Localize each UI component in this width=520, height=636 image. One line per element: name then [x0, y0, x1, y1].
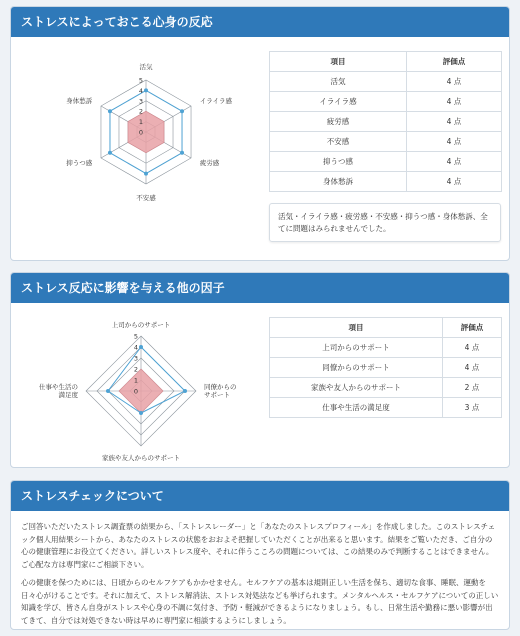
- radar-data-point: [180, 151, 184, 155]
- table-row: [270, 378, 502, 398]
- table-cell-item: 活気: [270, 72, 407, 92]
- other-factors-table: [269, 317, 502, 418]
- radar-data-point: [139, 345, 143, 349]
- about-paragraph-1: ご回答いただいたストレス調査票の結果から、「ストレスレーダー」と「あなたのストレスプロフィール」を作成しました。このストレスチェック個人用結果シートから、あなたのストレスの状態をおおよそ把握していただくことが出来ると思います。結果をご覧いただき、ご自分の心の健康管理にお役立てください。詳しいストレス度や、それに伴うこころの問題については、この結果のみで判断することはできません。ご心配な方は専門家にご相談下さい。: [21, 522, 496, 569]
- table-row: [270, 398, 502, 418]
- table-row: [270, 172, 502, 192]
- table-cell-item: 不安感: [270, 132, 407, 152]
- radar-series-area: [119, 369, 163, 413]
- radar-tick-label: 3: [138, 97, 143, 106]
- radar-tick-label: 1: [133, 376, 138, 385]
- table-row: [270, 132, 502, 152]
- radar-data-point: [106, 389, 110, 393]
- radar-category-label: 上司からのサポート: [111, 321, 171, 329]
- table-cell-item: イライラ感: [270, 92, 407, 112]
- radar-category-label: 同僚からのサポート: [204, 383, 237, 399]
- radar-category-label: イライラ感: [199, 97, 233, 105]
- radar-category-label: 仕事や生活の満足度: [39, 383, 78, 399]
- radar-category-label: 身体愁訴: [66, 97, 93, 105]
- radar-tick-label: 1: [138, 118, 143, 127]
- radar-data-point: [139, 411, 143, 415]
- table-cell-score: 3 点: [443, 398, 502, 418]
- table-cell-score: 4 点: [407, 152, 502, 172]
- table-cell-item: 仕事や生活の満足度: [270, 398, 443, 418]
- other-factors-title: ストレス反応に影響を与える他の因子: [11, 273, 509, 303]
- stress-reaction-table: [269, 51, 502, 192]
- other-factors-radar-chart: [31, 315, 261, 467]
- table-cell-item: 同僚からのサポート: [270, 358, 443, 378]
- radar-category-label: 活気: [139, 63, 153, 71]
- radar-tick-label: 0: [133, 387, 138, 396]
- table-cell-score: 2 点: [443, 378, 502, 398]
- radar-tick-label: 0: [138, 128, 143, 137]
- radar-tick-label: 5: [133, 332, 138, 341]
- table-cell-item: 疲労感: [270, 112, 407, 132]
- table-row: [270, 358, 502, 378]
- about-stress-check-title: ストレスチェックについて: [11, 481, 509, 511]
- radar-category-label: 抑うつ感: [66, 159, 93, 167]
- table-row: [270, 152, 502, 172]
- radar-tick-label: 2: [138, 107, 143, 116]
- radar-data-point: [144, 172, 148, 176]
- table-cell-item: 家族や友人からのサポート: [270, 378, 443, 398]
- table-header-score: 評価点: [407, 52, 502, 72]
- about-paragraph-2: 心の健康を保つためには、日頃からのセルフケアもかかせません。セルフケアの基本は規則正しい生活を保ち、適切な食事、睡眠、運動を日々心がけることです。それに加えて、ストレス解消法、ストレス対処法なども挙げられます。メンタルヘルス・セルフケアについての正しい知識を学び、皆さん自身がストレスや心身の不調に気付き、予防・軽減ができるようになりましょう。もし、日常生活や勤務に悪い影響が出てきて、自分では対処できない時は早めに専門家に相談するようにしましょう。: [21, 578, 499, 625]
- radar-data-point: [108, 151, 112, 155]
- table-cell-score: 4 点: [407, 132, 502, 152]
- table-cell-item: 身体愁訴: [270, 172, 407, 192]
- radar-category-label: 疲労感: [199, 159, 220, 167]
- table-cell-item: 上司からのサポート: [270, 338, 443, 358]
- table-cell-score: 4 点: [443, 358, 502, 378]
- radar-category-label: 不安感: [136, 194, 156, 202]
- radar-data-point: [180, 109, 184, 113]
- radar-tick-label: 4: [133, 343, 138, 352]
- about-stress-check-panel: [10, 480, 510, 630]
- radar-tick-label: 4: [138, 86, 143, 95]
- stress-reaction-radar-chart: [41, 45, 251, 210]
- about-stress-check-body: [21, 521, 499, 630]
- radar-series-area: [128, 111, 164, 153]
- radar-data-point: [144, 88, 148, 92]
- radar-category-label: 家族や友人からのサポート: [102, 454, 180, 462]
- radar-data-point: [183, 389, 187, 393]
- radar-tick-label: 2: [133, 365, 138, 374]
- radar-data-point: [108, 109, 112, 113]
- table-cell-score: 4 点: [407, 72, 502, 92]
- table-row: [270, 338, 502, 358]
- stress-reaction-title: ストレスによっておこる心身の反応: [11, 7, 509, 37]
- table-header-score: 評価点: [443, 318, 502, 338]
- other-factors-panel: [10, 272, 510, 468]
- table-header-item: 項目: [270, 52, 407, 72]
- table-cell-item: 抑うつ感: [270, 152, 407, 172]
- table-row: [270, 72, 502, 92]
- stress-reaction-panel: [10, 6, 510, 261]
- table-header-item: 項目: [270, 318, 443, 338]
- radar-tick-label: 5: [138, 76, 143, 85]
- table-row: [270, 112, 502, 132]
- table-cell-score: 4 点: [443, 338, 502, 358]
- table-cell-score: 4 点: [407, 172, 502, 192]
- table-cell-score: 4 点: [407, 92, 502, 112]
- radar-tick-label: 3: [133, 354, 138, 363]
- table-row: [270, 92, 502, 112]
- table-cell-score: 4 点: [407, 112, 502, 132]
- stress-reaction-comment: 活気・イライラ感・疲労感・不安感・抑うつ感・身体愁訴、全てに問題はみられませんでした。: [269, 203, 501, 242]
